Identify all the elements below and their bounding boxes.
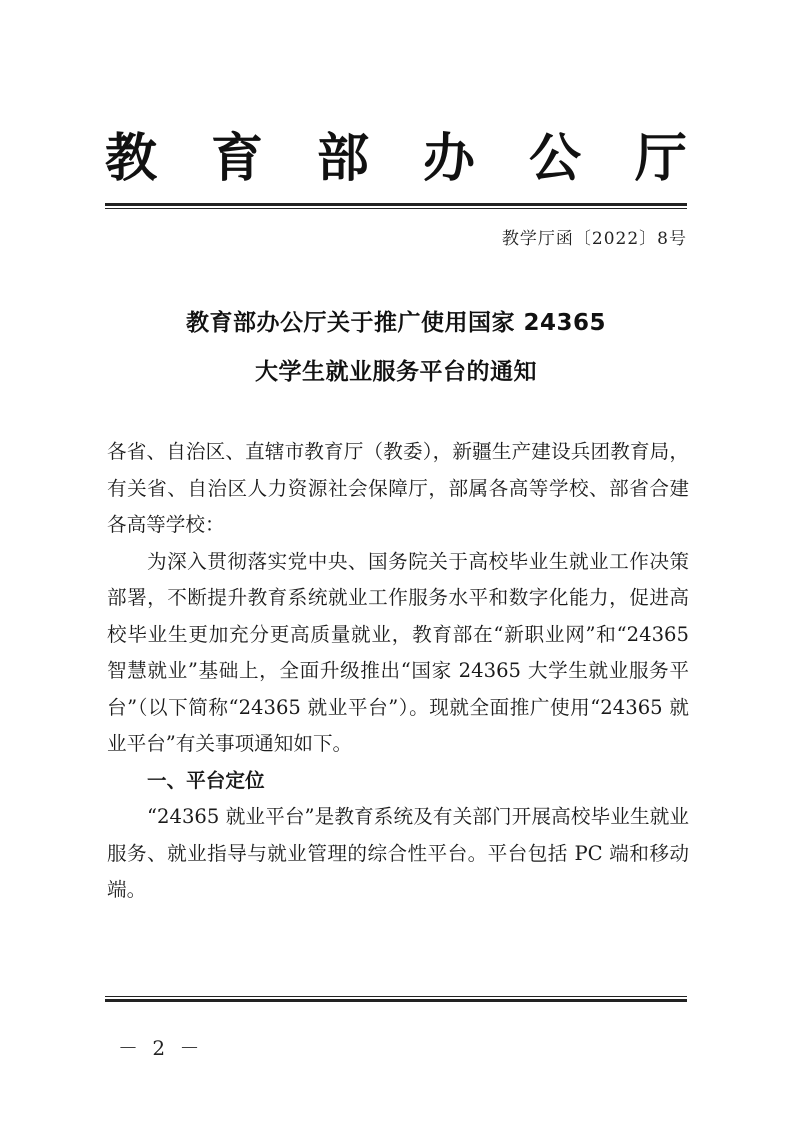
footer-rule-thick [105, 999, 687, 1002]
masthead-char: 公 [528, 127, 581, 189]
document-title-line-2: 大学生就业服务平台的通知 [255, 359, 537, 385]
addressees-paragraph: 各省、自治区、直辖市教育厅（教委），新疆生产建设兵团教育局，有关省、自治区人力资源社会保障厅，部属各高等学校、部省合建各高等学校： [107, 440, 689, 536]
header-rule-thick [105, 203, 687, 206]
masthead-char: 教 [105, 127, 158, 189]
masthead-char: 育 [210, 127, 263, 189]
document-number: 教学厅函〔2022〕8号 [501, 229, 687, 249]
section-paragraph: “24365 就业平台”是教育系统及有关部门开展高校毕业生就业服务、就业指导与就业管理的综合性平台。平台包括 PC 端和移动端。 [107, 805, 689, 901]
masthead-char: 办 [422, 127, 475, 189]
intro-paragraph: 为深入贯彻落实党中央、国务院关于高校毕业生就业工作决策部署，不断提升教育系统就业工作服务水平和数字化能力，促进高校毕业生更加充分更高质量就业，教育部在“新职业网”和“24365 智慧就业”基础上，全面升级推出“国家 24365 大学生就业服务平台”（以下简称“24365 就业平台”）。现就全面推广使用“24365 就业平台”有关事项通知如下。 [107, 549, 689, 755]
header-rule-thin [105, 208, 687, 209]
masthead-char: 部 [316, 127, 369, 189]
section-heading: 一、平台定位 [147, 768, 265, 792]
document-body [107, 434, 689, 909]
document-title-line-1: 教育部办公厅关于推广使用国家 24365 [185, 310, 607, 336]
issuer-masthead [105, 118, 687, 188]
footer-rule-thin [105, 996, 687, 997]
page-number: － 2 － [118, 1036, 204, 1060]
masthead-char: 厅 [634, 127, 687, 189]
